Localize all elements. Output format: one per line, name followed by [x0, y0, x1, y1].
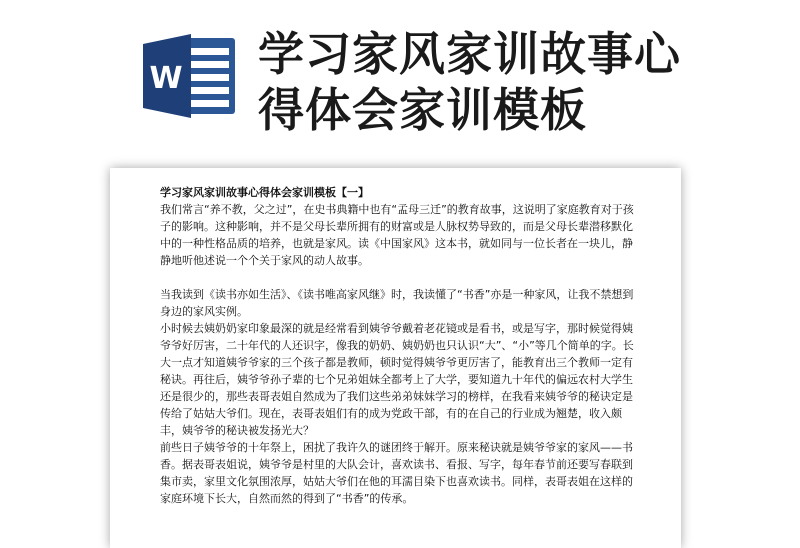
page-title — [258, 26, 778, 138]
document-paragraph-2: 当我读到《读书亦如生活》、《读书唯高家风继》时，我读懂了“书香”亦是一种家风，让我不禁想到身边的家风实例。 — [160, 288, 634, 318]
document-paragraph-3: 小时候去姨奶奶家印象最深的就是经常看到姨爷爷戴着老花镜或是看书，或是写字，那时候觉得姨爷爷好厉害，二十年代的人还识字，像我的奶奶、姨奶奶也只认识“大”、“小”等几个简单的字。长大一点才知道姨爷爷家的三个孩子都是教师，顿时觉得姨爷爷更厉害了，能教育出三个教师一定有秘诀。再往后，姨爷爷孙子辈的七个兄弟姐妹全都考上了大学，要知道九十年代的偏远农村大学生还是很少的，那些表哥表姐自然成为了我们这些弟弟妹妹学习的榜样，在我看来姨爷爷的秘诀定是传给了姑姑大爷们。现在，表哥表姐们有的成为党政干部，有的在自己的行业成为翘楚，收入颇丰，姨爷爷的秘诀被发扬光大？ — [160, 322, 634, 437]
document-content — [160, 184, 640, 507]
document-paragraph-1: 我们常言“养不教，父之过”，在史书典籍中也有“孟母三迁”的教育故事，这说明了家庭教育对于孩子的影响。这种影响，并不是父母长辈所拥有的财富或是人脉权势导致的，而是父母长辈潜移默化中的一种性格品质的培养，也就是家风。读《中国家风》这本书，就如同与一位长者在一块儿，静静地听他述说一个个关于家风的动人故事。 — [160, 203, 634, 267]
document-page — [110, 168, 681, 548]
word-document-icon — [143, 34, 239, 118]
document-paragraph-4: 前些日子姨爷爷的十年祭上，困扰了我许久的谜团终于解开。原来秘诀就是姨爷爷家的家风——书香。据表哥表姐说，姨爷爷是村里的大队会计，喜欢读书、看报、写字，每年春节前还要写春联到集市卖，家里文化氛围浓厚，姑姑大爷们在他的耳濡目染下也喜欢读书。同样，表哥表姐在这样的家庭环境下长大，自然而然的得到了“书香”的传承。 — [160, 441, 633, 505]
document-heading: 学习家风家训故事心得体会家训模板【一】 — [160, 186, 369, 199]
header — [0, 0, 800, 160]
page-title-line-2: 得体会家训模板 — [258, 83, 587, 137]
page-title-line-1: 学习家风家训故事心 — [258, 27, 681, 81]
word-icon-letter: W — [149, 61, 183, 96]
